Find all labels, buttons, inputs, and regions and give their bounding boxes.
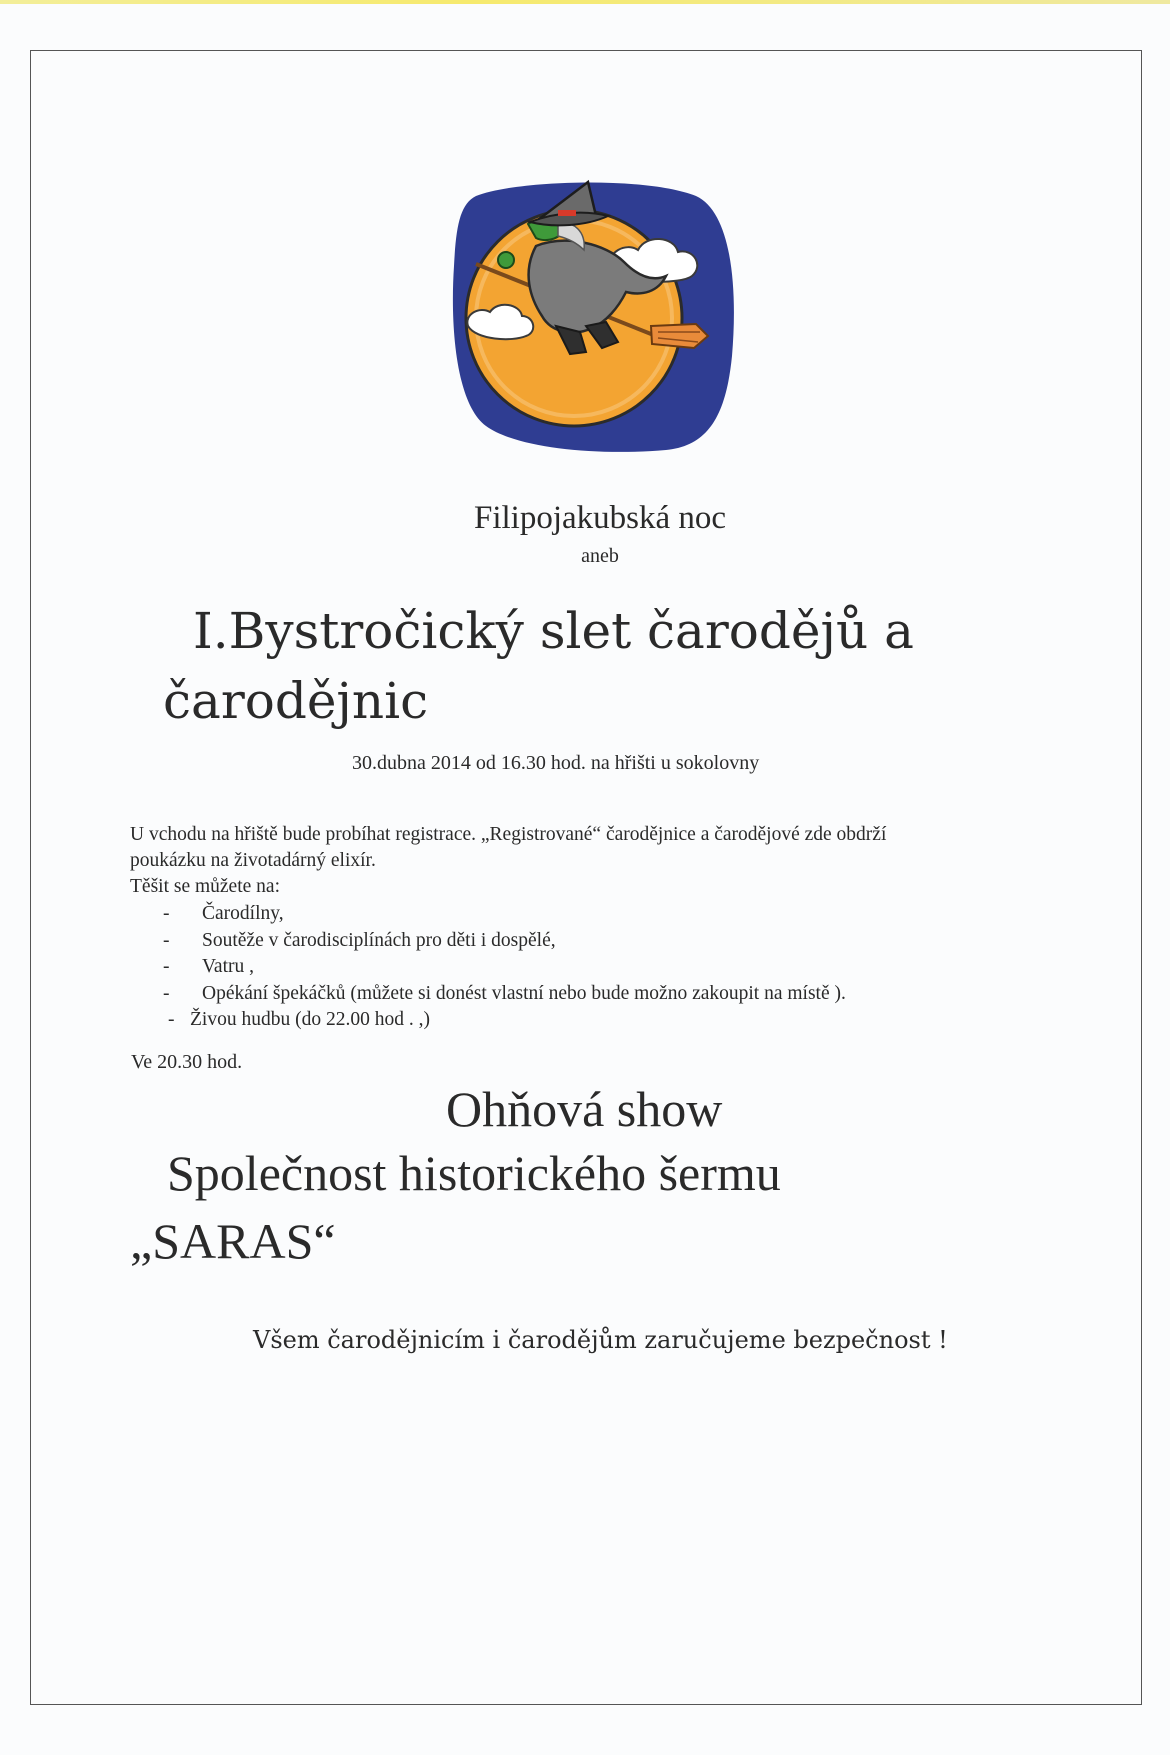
event-dateline: 30.dubna 2014 od 16.30 hod. na hřišti u sokolovny: [352, 752, 760, 774]
list-item: - Opékání špekáčků (můžete si donést vlastní nebo bude možno zakoupit na místě ).: [163, 982, 846, 1004]
headline-line-1: I.Bystročický slet čarodějů a: [193, 602, 914, 660]
registration-line-2: poukázku na životadárný elixír.: [130, 850, 376, 871]
registration-line-1: U vchodu na hřiště bude probíhat registrace. „Registrované“ čarodějnice a čarodějové zde obdrží: [130, 824, 887, 845]
list-intro: Těšit se můžete na:: [130, 876, 280, 897]
show-subtitle: Společnost historického šermu: [167, 1145, 781, 1201]
registration-paragraph: [130, 822, 1010, 900]
list-item: - Vatru ,: [163, 956, 254, 977]
event-connector: aneb: [581, 545, 619, 567]
event-headline: [163, 596, 923, 736]
scan-top-strip: [0, 0, 1170, 4]
show-title: Ohňová show: [446, 1081, 723, 1137]
list-item: - Čarodílny,: [163, 903, 284, 924]
safety-notice: Všem čarodějnicím i čarodějům zaručujeme bezpečnost !: [253, 1326, 948, 1354]
witch-on-broom-illustration: [446, 176, 736, 454]
headline-line-2: čarodějnic: [163, 672, 429, 730]
program-list: [130, 901, 1010, 1034]
event-title: Filipojakubská noc: [473, 500, 727, 536]
show-time: Ve 20.30 hod.: [131, 1051, 243, 1073]
show-name: „SARAS“: [130, 1213, 336, 1269]
list-item: - Soutěže v čarodisciplínách pro děti i dospělé,: [163, 929, 556, 951]
list-item: - Živou hudbu (do 22.00 hod . ,): [168, 1009, 430, 1030]
